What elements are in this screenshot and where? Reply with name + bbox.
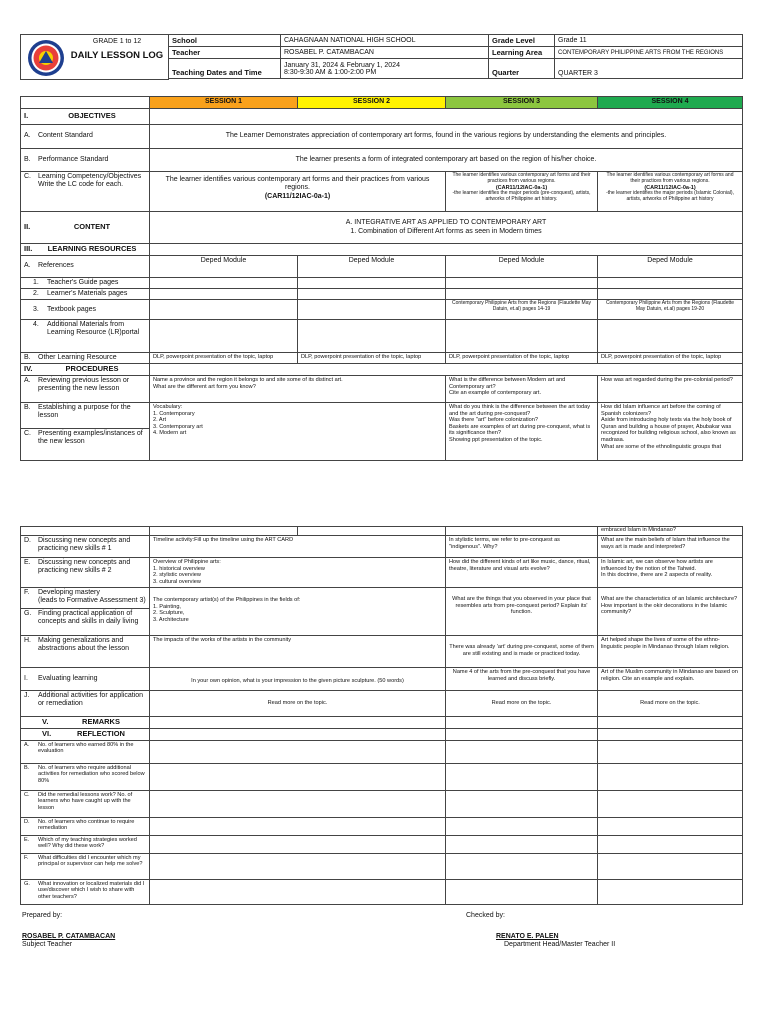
discussing-1-s12: Timeline activity:Fill up the timeline using the ART CARD [150, 536, 446, 558]
reviewing-s3: What is the difference between Modern art and Contemporary art? Cite an example of contemporary art. [446, 375, 598, 402]
examples-label: C. Presenting examples/instances of the new lesson [21, 428, 150, 460]
prepared-by-label: Prepared by: [22, 912, 63, 919]
discussing-2-label: E. Discussing new concepts and practicing new skills # 2 [21, 558, 150, 588]
doc-title: DAILY LESSON LOG [70, 50, 164, 61]
checked-by-name: RENATO E. PALEN [496, 933, 559, 940]
read-more-s4: Read more on the topic. [598, 691, 743, 717]
other-resource-label: B. Other Learning Resource [21, 353, 150, 364]
checked-by-label: Checked by: [466, 912, 505, 919]
purpose-label: B. Establishing a purpose for the lesson [21, 402, 150, 428]
grade-value: Grade 11 [555, 35, 743, 47]
reflection-item: G. What innovation or localized materials did I use/discover which I wish to share with other teachers? [21, 879, 150, 904]
discussing-2-s4: In Islamic art, we can observe how artists are influenced by the notion of the Tahwid. In this doctrine, there are 2 aspects of reality. [598, 558, 743, 588]
performance-standard-label: B. Performance Standard [21, 149, 150, 172]
competency-s12: The learner identifies various contemporary art forms and their practices from various regions. (CAR11/12IAC-0a-1) [150, 172, 446, 212]
module-s2: Deped Module [298, 256, 446, 278]
evaluating-label: I. Evaluating learning [21, 668, 150, 691]
generalizations-label: H. Making generalizations and abstractions about the lesson [21, 636, 150, 668]
prepared-by-name: ROSABEL P. CATAMBACAN [22, 933, 116, 940]
evaluating-s12: In your own opinion, what is your impression to the given picture sculpture. (50 words) [150, 668, 446, 691]
discussing-1-label: D. Discussing new concepts and practicing new skills # 1 [21, 536, 150, 558]
deped-seal-icon [27, 39, 65, 79]
dlp-s3: DLP, powerpoint presentation of the topic, laptop [446, 353, 598, 364]
teacher-value: ROSABEL P. CATAMBACAN [281, 47, 489, 59]
textbook-s3: Contemporary Philippine Arts from the Regions (Flaudette May Datuin, et.al) pages 14-19 [446, 300, 598, 320]
reviewing-s4: How was art regarded during the pre-colonial period? [598, 375, 743, 402]
area-label: Learning Area [489, 47, 555, 59]
session-4-header: SESSION 4 [598, 97, 743, 109]
developing-mastery-label: F. Developing mastery (leads to Formative Assessment 3) [21, 588, 150, 609]
content-standard-text: The Learner Demonstrates appreciation of contemporary art forms, found in the various regions by understanding the elements and principles. [150, 125, 743, 149]
content-heading: II. CONTENT [21, 212, 150, 244]
remarks-heading: V. REMARKS [21, 717, 150, 729]
reviewing-label: A. Reviewing previous lesson or presenting the new lesson [21, 375, 150, 402]
school-value: CAHAGNAAN NATIONAL HIGH SCHOOL [281, 35, 489, 47]
competency-s3: The learner identifies various contemporary art forms and their practices from various regions. (CAR11/12IAC-0a-1) -the learner identifies the major periods (pre-conquest), artists, artworks of Philippine art history. [446, 172, 598, 212]
textbook-label: 3. Textbook pages [21, 300, 150, 320]
competency-s4: The learner identifies various contemporary art forms and their practices from various regions. (CAR11/12IAC-0a-1) -the learner identifies the major periods (Islamic Colonial), artists, artworks of Philippine art history [598, 172, 743, 212]
purpose-s4: How did Islam influence art before the coming of Spanish colonizers? Aside from introducing holy texts via the holy book of Quran and building a house of prayer, Abubakar was recognized for building religious school, also known as madrasa. What are some of the ethnolinguistic groups that [598, 402, 743, 460]
application-s3: What are the things that you observed in your place that resembles arts from pre-conquest period? Explain its' function. [446, 588, 598, 636]
performance-standard-text: The learner presents a form of integrated contemporary art based on the region of his/her choice. [150, 149, 743, 172]
dlp-s2: DLP, powerpoint presentation of the topic, laptop [298, 353, 446, 364]
application-s4: What are the characteristics of an Islamic architecture? How important is the okir decorations in the Islamic community? [598, 588, 743, 636]
reflection-item: F. What difficulties did I encounter which my principal or supervisor can help me solve? [21, 853, 150, 879]
reviewing-s12: Name a province and the region it belongs to and site some of its distinct art. What are the different art form you know? [150, 375, 446, 402]
content-text: A. INTEGRATIVE ART AS APPLIED TO CONTEMPORARY ART 1. Combination of Different Art forms as seen in Modern times [150, 212, 743, 244]
read-more-s3: Read more on the topic. [446, 691, 598, 717]
lesson-table-part1 [20, 96, 742, 461]
evaluating-s3: Name 4 of the arts from the pre-conquest that you have learned and discuss briefly. [446, 668, 598, 691]
practical-application-label: G. Finding practical application of concepts and skills in daily living [21, 609, 150, 636]
module-s3: Deped Module [446, 256, 598, 278]
reflection-heading: VI. REFLECTION [21, 729, 150, 741]
content-standard-label: A. Content Standard [21, 125, 150, 149]
objectives-heading: I. OBJECTIVES [21, 109, 150, 125]
reflection-item: E. Which of my teaching strategies worked well? Why did these work? [21, 835, 150, 853]
textbook-s4: Contemporary Philippine Arts from the Regions (Flaudette May Datuin, et.al) pages 19-20 [598, 300, 743, 320]
competency-label: C. Learning Competency/Objectives Write the LC code for each. [21, 172, 150, 212]
dlp-s1: DLP, powerpoint presentation of the topic, laptop [150, 353, 298, 364]
grade-label: Grade Level [489, 35, 555, 47]
generalizations-s3: There was already 'art' during pre-conquest, some of them are still existing and is made or practiced today. [446, 636, 598, 668]
vocabulary-s12: Vocabulary: 1. Contemporary 2. Art 3. Contemporary art 4. Modern art [150, 402, 446, 460]
discussing-1-s3: In stylistic terms, we refer to pre-conquest as "indigenous". Why? [446, 536, 598, 558]
purpose-s3: What do you think is the difference between the art today and the art during pre-conquest? Was there "art" before colonization? Baskets are examples of art during pre-conquest, what is its significance then? Showing ppt presentation of the topic. [446, 402, 598, 460]
dates-value: January 31, 2024 & February 1, 2024 8:30-9:30 AM & 1:00-2:00 PM [281, 59, 489, 79]
generalizations-s4: Art helped shape the lives of some of the ethno-linguistic people in Mindanao through Islam religion. [598, 636, 743, 668]
references-label: A. References [21, 256, 150, 278]
teacher-label: Teacher [169, 47, 281, 59]
overview-s12: Overview of Philippine arts: 1. historical overview 2. stylistic overview 3. cultural overview [150, 558, 446, 588]
learners-materials-label: 2. Learner's Materials pages [21, 289, 150, 300]
lesson-table-part2 [20, 526, 742, 905]
reflection-item: B. No. of learners who require additional activities for remediation who scored below 80% [21, 763, 150, 790]
reflection-item: C. Did the remedial lessons work? No. of learners who have caught up with the lesson [21, 790, 150, 817]
procedures-heading: IV. PROCEDURES [21, 364, 150, 376]
discussing-1-s4: What are the main beliefs of Islam that influence the ways art is made and interpreted? [598, 536, 743, 558]
additional-activities-label: J. Additional activities for application or remediation [21, 691, 150, 717]
discussing-2-s3: How did the different kinds of art like music, dance, ritual, theatre, literature and visual arts evolve? [446, 558, 598, 588]
header-logo-cell [21, 35, 169, 80]
generalizations-s12: The impacts of the works of the artists in the community [150, 636, 446, 668]
reflection-item: D. No. of learners who continue to require remediation [21, 817, 150, 835]
resources-heading: III. LEARNING RESOURCES [21, 244, 150, 256]
header [20, 34, 742, 80]
session-1-header: SESSION 1 [150, 97, 298, 109]
module-s1: Deped Module [150, 256, 298, 278]
contemporary-artists-s12: The contemporary artist(s) of the Philippines in the fields of: 1. Painting, 2. Sculpture, 3. Architecture [150, 588, 446, 636]
session-3-header: SESSION 3 [446, 97, 598, 109]
teachers-guide-label: 1. Teacher's Guide pages [21, 278, 150, 289]
quarter-value: QUARTER 3 [555, 59, 743, 79]
grade-span: GRADE 1 to 12 [92, 38, 142, 45]
area-value: CONTEMPORARY PHILIPPINE ARTS FROM THE REGIONS [555, 47, 743, 59]
prepared-by-role: Subject Teacher [22, 941, 73, 948]
session-2-header: SESSION 2 [298, 97, 446, 109]
checked-by-role: Department Head/Master Teacher II [504, 941, 616, 948]
read-more-s12: Read more on the topic. [150, 691, 446, 717]
additional-materials-label: 4. Additional Materials from Learning Resource (LR)portal [21, 320, 150, 353]
dlp-s4: DLP, powerpoint presentation of the topic, laptop [598, 353, 743, 364]
reflection-item: A. No. of learners who earned 80% in the evaluation [21, 740, 150, 763]
quarter-label: Quarter [489, 59, 555, 79]
dates-label: Teaching Dates and Time [169, 59, 281, 79]
school-label: School [169, 35, 281, 47]
module-s4: Deped Module [598, 256, 743, 278]
evaluating-s4: Art of the Muslim community in Mindanao are based on religion. Cite an example and explain. [598, 668, 743, 691]
continued-s4: embraced Islam in Mindanao? [598, 527, 743, 536]
